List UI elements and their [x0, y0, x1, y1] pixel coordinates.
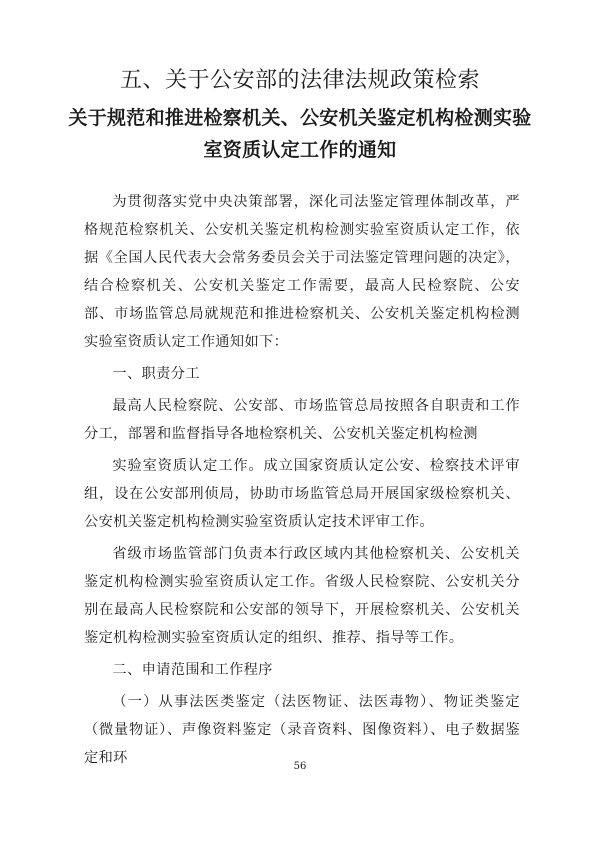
paragraph-responsibilities: 最高人民检察院、公安部、市场监管总局按照各自职责和工作分工，部署和监督指导各地检察机关、公安机关鉴定机构检测 [84, 398, 520, 442]
paragraph-scope-item-1: （一）从事法医类鉴定（法医物证、法医毒物）、物证类鉴定（微量物证）、声像资料鉴定（录音资料、图像资料）、电子数据鉴定和环 [84, 694, 520, 766]
document-title [60, 102, 540, 166]
paragraph-intro: 为贯彻落实党中央决策部署，深化司法鉴定管理体制改革，严格规范检察机关、公安机关鉴定机构检测实验室资质认定工作，依据《全国人民代表大会常务委员会关于司法鉴定管理问题的决定》，结合检察机关、公安机关鉴定工作需要，最高人民检察院、公安部、市场监管总局就规范和推进检察机关、公安机关鉴定机构检测实验室资质认定工作通知如下： [84, 194, 520, 350]
document-title-line-1: 关于规范和推进检察机关、公安机关鉴定机构检测实验 [68, 107, 532, 129]
document-body [84, 188, 520, 772]
section-heading: 五、关于公安部的法律法规政策检索 [119, 68, 480, 93]
heading-responsibilities: 一、职责分工 [112, 366, 200, 382]
heading-scope-procedure: 二、申请范围和工作程序 [112, 662, 273, 678]
paragraph-provincial: 省级市场监管部门负责本行政区域内其他检察机关、公安机关鉴定机构检测实验室资质认定工作。省级人民检察院、公安机关分别在最高人民检察院和公安部的领导下，开展检察机关、公安机关鉴定机构检测实验室资质认定的组织、推荐、指导等工作。 [84, 546, 520, 646]
page-number: 56 [293, 761, 307, 772]
document-title-line-2: 室资质认定工作的通知 [203, 139, 397, 161]
paragraph-review-group: 实验室资质认定工作。成立国家资质认定公安、检察技术评审组，设在公安部刑侦局，协助市场监管总局开展国家级检察机关、公安机关鉴定机构检测实验室资质认定技术评审工作。 [84, 458, 520, 530]
